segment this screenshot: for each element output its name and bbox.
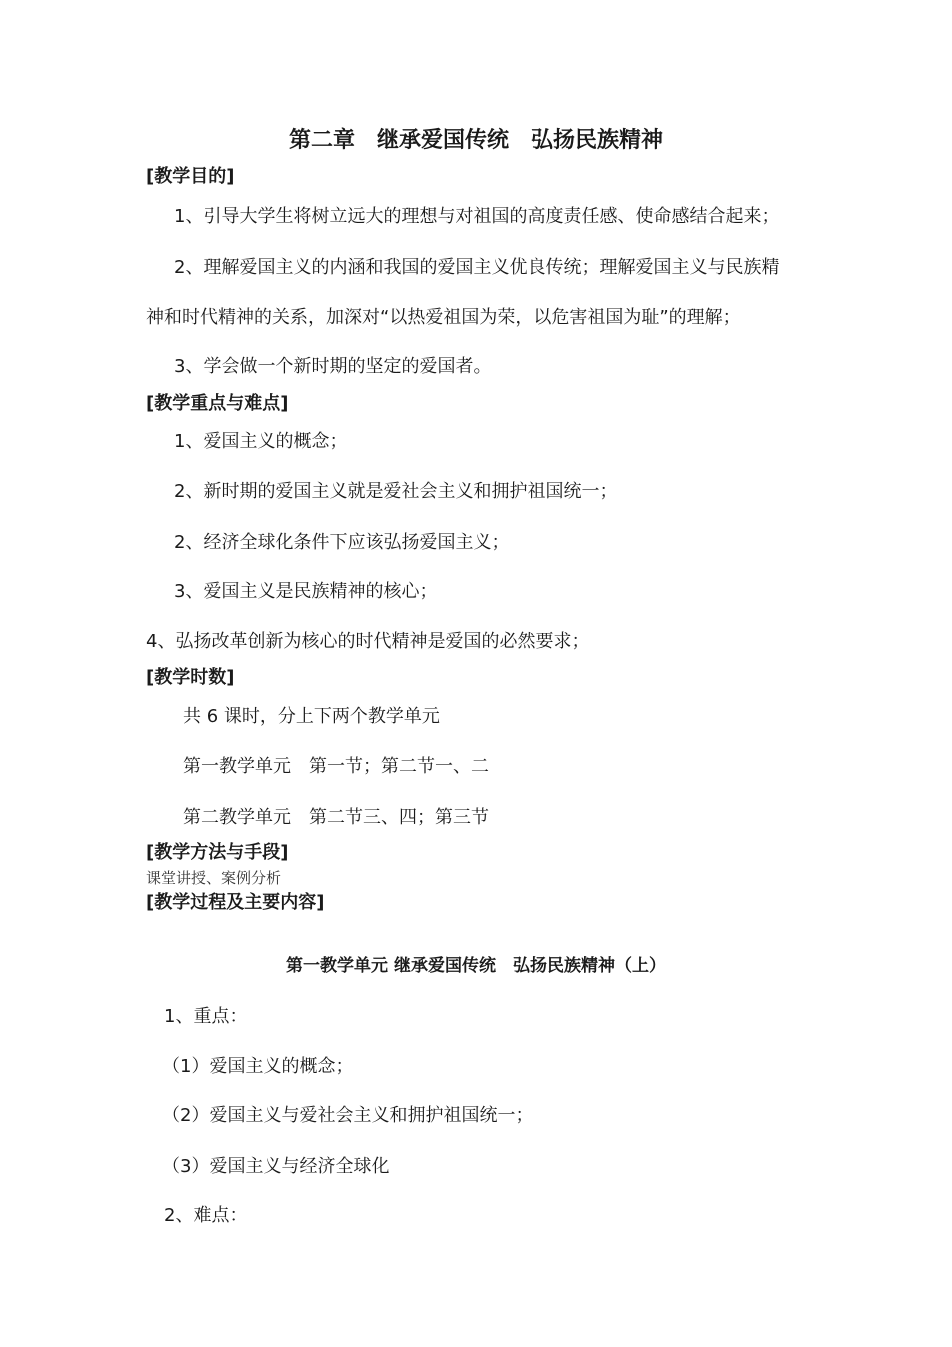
key-point-item: 1、爱国主义的概念；: [174, 431, 348, 452]
process-item: （1）爱国主义的概念；: [162, 1056, 354, 1077]
objective-item-1: 1、引导大学生将树立远大的理想与对祖国的高度责任感、使命感结合起来；: [174, 206, 780, 227]
objectives-heading: [教学目的]: [146, 166, 235, 187]
key-point-item: 2、新时期的爱国主义就是爱社会主义和拥护祖国统一；: [174, 481, 618, 502]
hours-heading: [教学时数]: [146, 667, 235, 688]
objective-item-2-line-1: 2、理解爱国主义的内涵和我国的爱国主义优良传统；理解爱国主义与民族精: [174, 257, 780, 278]
unit-title: 第一教学单元 继承爱国传统 弘扬民族精神（上）: [286, 956, 666, 976]
key-points-heading: [教学重点与难点]: [146, 393, 289, 414]
hours-item: 共 6 课时，分上下两个教学单元: [183, 706, 440, 727]
process-item: 2、难点：: [164, 1205, 248, 1226]
process-heading: [教学过程及主要内容]: [146, 892, 325, 913]
key-point-item: 4、弘扬改革创新为核心的时代精神是爱国的必然要求；: [146, 631, 590, 652]
process-item: （3）爱国主义与经济全球化: [162, 1156, 390, 1177]
chapter-title: 第二章 继承爱国传统 弘扬民族精神: [288, 128, 663, 153]
process-item: 1、重点：: [164, 1006, 248, 1027]
key-point-item: 2、经济全球化条件下应该弘扬爱国主义；: [174, 532, 510, 553]
key-point-item: 3、爱国主义是民族精神的核心；: [174, 581, 438, 602]
objective-item-3: 3、学会做一个新时期的坚定的爱国者。: [174, 356, 492, 377]
objective-item-2-line-2: 神和时代精神的关系，加深对“以热爱祖国为荣，以危害祖国为耻”的理解；: [146, 307, 741, 328]
hours-item: 第二教学单元 第二节三、四；第三节: [183, 807, 489, 828]
methods-heading: [教学方法与手段]: [146, 842, 289, 863]
hours-item: 第一教学单元 第一节；第二节一、二: [183, 756, 489, 777]
methods-text: 课堂讲授、案例分析: [146, 869, 282, 887]
process-item: （2）爱国主义与爱社会主义和拥护祖国统一；: [162, 1105, 534, 1126]
